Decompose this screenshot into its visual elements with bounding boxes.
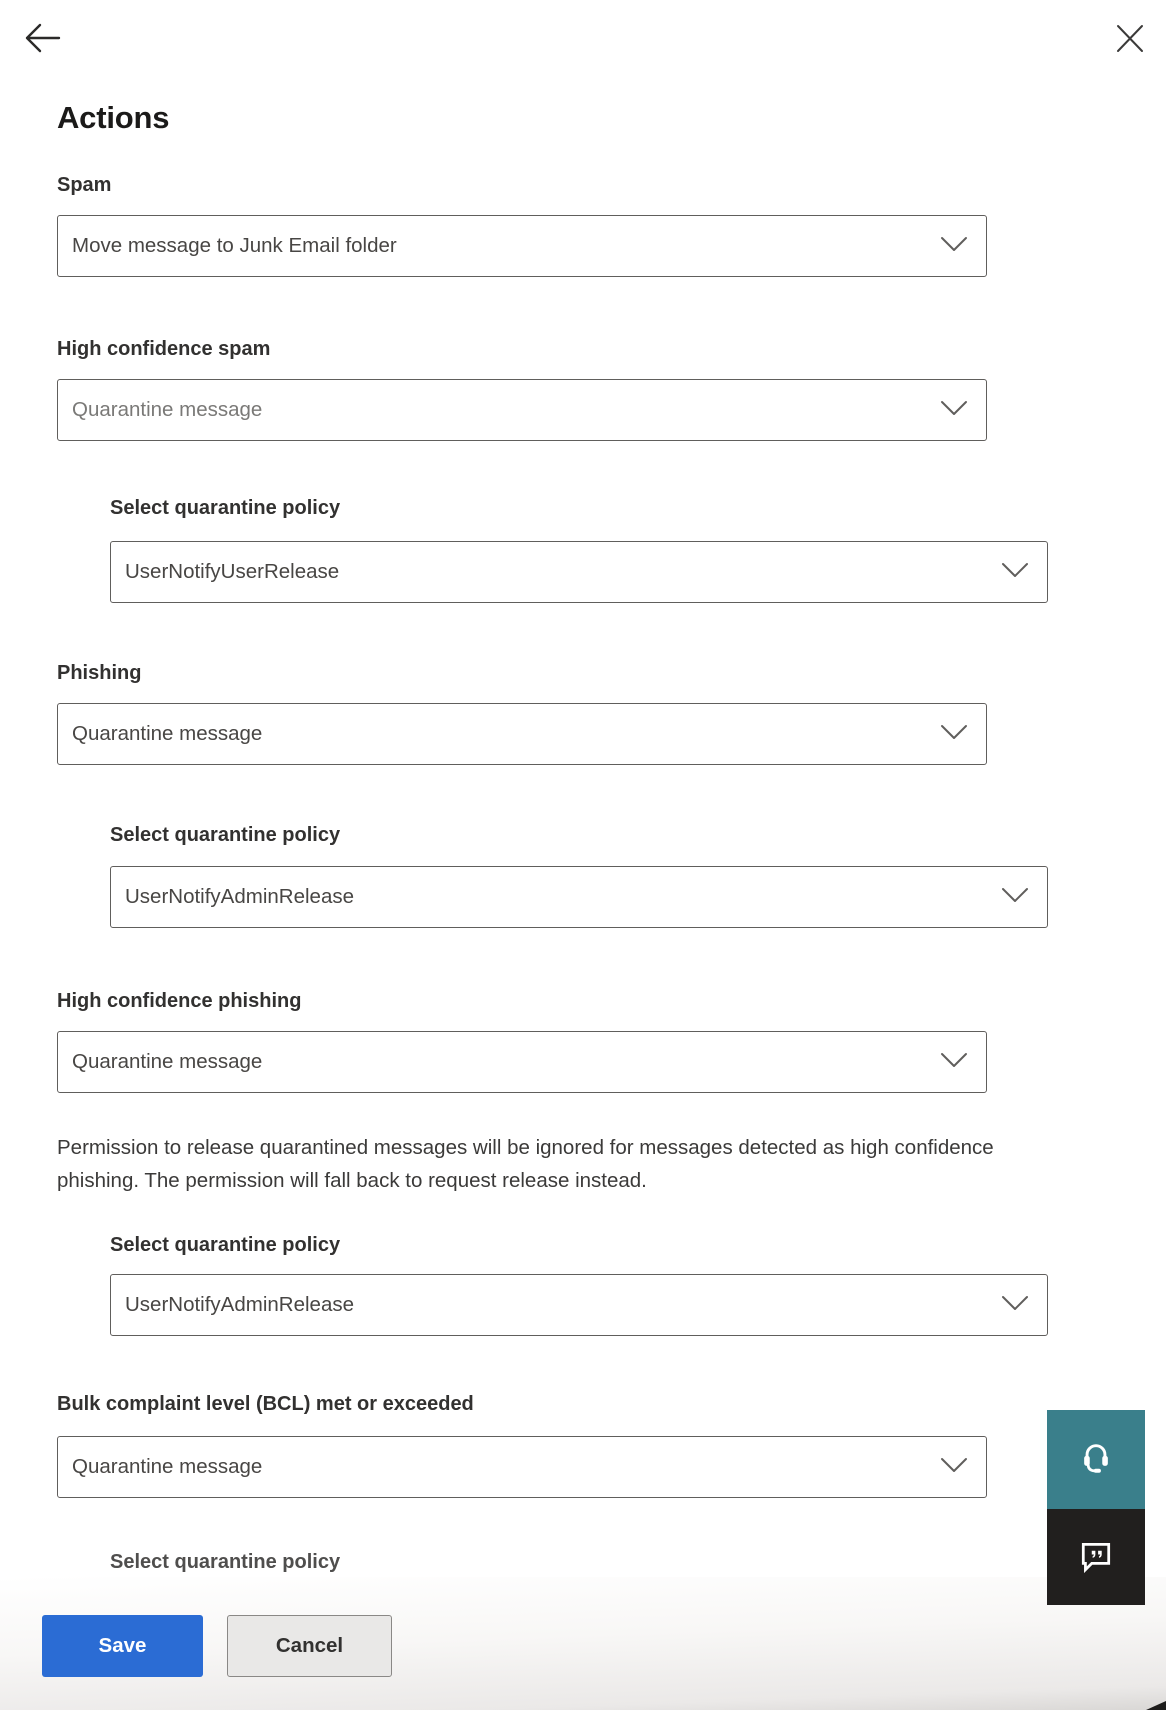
hcs-quarantine-policy-label: Select quarantine policy <box>110 497 341 519</box>
bcl-dropdown[interactable] <box>57 1436 987 1498</box>
spam-dropdown[interactable] <box>57 215 987 277</box>
high-confidence-phishing-label: High confidence phishing <box>57 990 302 1012</box>
hcp-quarantine-policy-dropdown-value: UserNotifyAdminRelease <box>125 1293 355 1316</box>
chevron-down-icon <box>1001 886 1029 909</box>
save-button[interactable]: Save <box>42 1615 203 1677</box>
phishing-label: Phishing <box>57 662 142 684</box>
back-button[interactable] <box>20 20 64 58</box>
chevron-down-icon <box>940 399 968 422</box>
phishing-dropdown[interactable] <box>57 703 987 765</box>
high-confidence-phishing-dropdown[interactable] <box>57 1031 987 1093</box>
chevron-down-icon <box>940 1051 968 1074</box>
high-confidence-phishing-note: Permission to release quarantined messages will be ignored for messages detected as high confidence phishing. The permission will fall back to request release instead. <box>57 1136 994 1192</box>
truncated-select-quarantine-policy-label: Select quarantine policy <box>110 1551 341 1573</box>
high-confidence-spam-dropdown[interactable] <box>57 379 987 441</box>
cancel-button[interactable]: Cancel <box>227 1615 392 1677</box>
headset-icon <box>1078 1439 1114 1480</box>
hcp-quarantine-policy-dropdown[interactable] <box>110 1274 1048 1336</box>
hcs-quarantine-policy-dropdown[interactable] <box>110 541 1048 603</box>
phishing-dropdown-value: Quarantine message <box>72 722 263 745</box>
phishing-quarantine-policy-label: Select quarantine policy <box>110 824 341 846</box>
help-feedback-button[interactable] <box>1047 1509 1145 1605</box>
hcp-quarantine-policy-label: Select quarantine policy <box>110 1234 341 1256</box>
spam-label: Spam <box>57 174 112 196</box>
high-confidence-spam-dropdown-value: Quarantine message <box>72 398 263 421</box>
high-confidence-phishing-dropdown-value: Quarantine message <box>72 1050 263 1073</box>
high-confidence-spam-label: High confidence spam <box>57 338 271 360</box>
chat-icon <box>1078 1539 1114 1576</box>
page-title: Actions <box>57 100 170 135</box>
hcs-quarantine-policy-dropdown-value: UserNotifyUserRelease <box>125 560 340 583</box>
close-button[interactable] <box>1112 23 1148 57</box>
help-contact-button[interactable] <box>1047 1410 1145 1509</box>
chevron-down-icon <box>1001 1294 1029 1317</box>
bcl-label: Bulk complaint level (BCL) met or exceeded <box>57 1393 474 1415</box>
phishing-quarantine-policy-dropdown-value: UserNotifyAdminRelease <box>125 885 355 908</box>
chevron-down-icon <box>940 1456 968 1479</box>
chevron-down-icon <box>940 235 968 258</box>
phishing-quarantine-policy-dropdown[interactable] <box>110 866 1048 928</box>
chevron-down-icon <box>1001 561 1029 584</box>
arrow-left-icon <box>22 43 62 58</box>
spam-dropdown-value: Move message to Junk Email folder <box>72 234 397 257</box>
bcl-dropdown-value: Quarantine message <box>72 1455 263 1478</box>
chevron-down-icon <box>940 723 968 746</box>
close-icon <box>1115 41 1145 56</box>
